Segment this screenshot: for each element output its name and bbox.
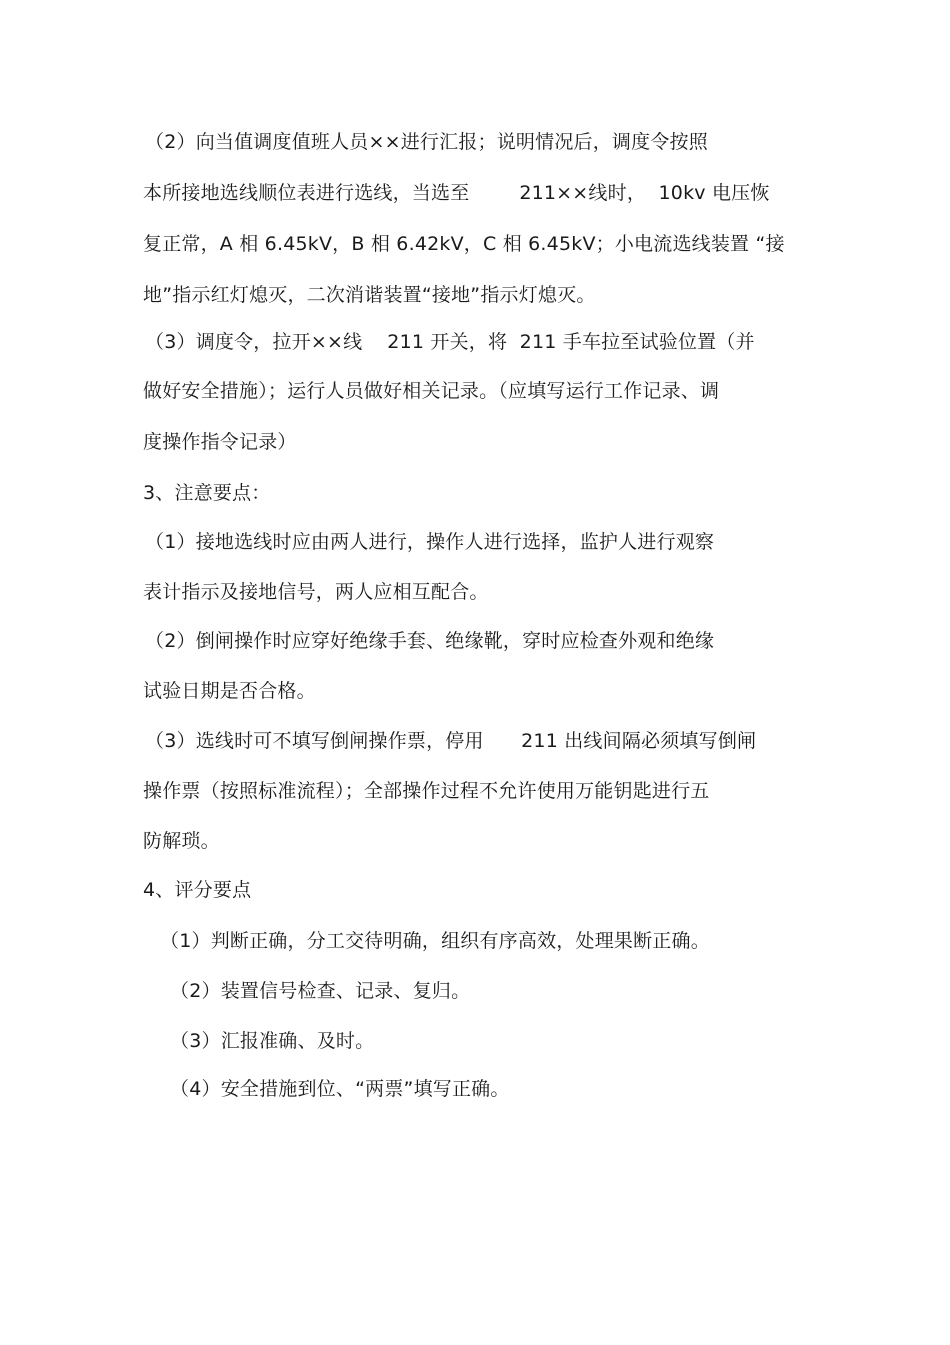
paragraph-line: 复正常，A 相 6.45kV，B 相 6.42kV，C 相 6.45kV；小电流选线装置 “接 — [143, 233, 785, 255]
paragraph-line: 表计指示及接地信号，两人应相互配合。 — [143, 581, 489, 603]
paragraph-line: 度操作指令记录） — [143, 431, 297, 453]
list-item: （4）安全措施到位、“两票”填写正确。 — [170, 1078, 510, 1100]
paragraph-line: （3）选线时可不填写倒闸操作票，停用 211 出线间隔必须填写倒闸 — [145, 730, 757, 752]
paragraph-line: （2）倒闸操作时应穿好绝缘手套、绝缘靴，穿时应检查外观和绝缘 — [145, 630, 715, 652]
paragraph-line: （1）接地选线时应由两人进行，操作人进行选择，监护人进行观察 — [145, 531, 715, 553]
paragraph-line: 本所接地选线顺位表进行选线，当选至 211××线时， 10kv 电压恢 — [143, 182, 770, 204]
paragraph-line: （3）调度令，拉开××线 211 开关，将 211 手车拉至试验位置（并 — [145, 331, 755, 353]
list-item: （1）判断正确，分工交待明确，组织有序高效，处理果断正确。 — [160, 930, 710, 952]
paragraph-line: （2）向当值调度值班人员××进行汇报；说明情况后，调度令按照 — [145, 131, 708, 153]
paragraph-line: 地”指示红灯熄灭，二次消谐装置“接地”指示灯熄灭。 — [143, 284, 596, 306]
section-heading: 3、注意要点： — [143, 482, 271, 504]
paragraph-line: 防解琐。 — [143, 830, 220, 852]
paragraph-line: 试验日期是否合格。 — [143, 680, 316, 702]
list-item: （3）汇报准确、及时。 — [170, 1030, 375, 1052]
list-item: （2）装置信号检查、记录、复归。 — [170, 980, 471, 1002]
paragraph-line: 做好安全措施）；运行人员做好相关记录。（应填写运行工作记录、调 — [143, 380, 720, 402]
paragraph-line: 操作票（按照标准流程）；全部操作过程不允许使用万能钥匙进行五 — [143, 780, 710, 802]
section-heading: 4、评分要点 — [143, 879, 252, 901]
